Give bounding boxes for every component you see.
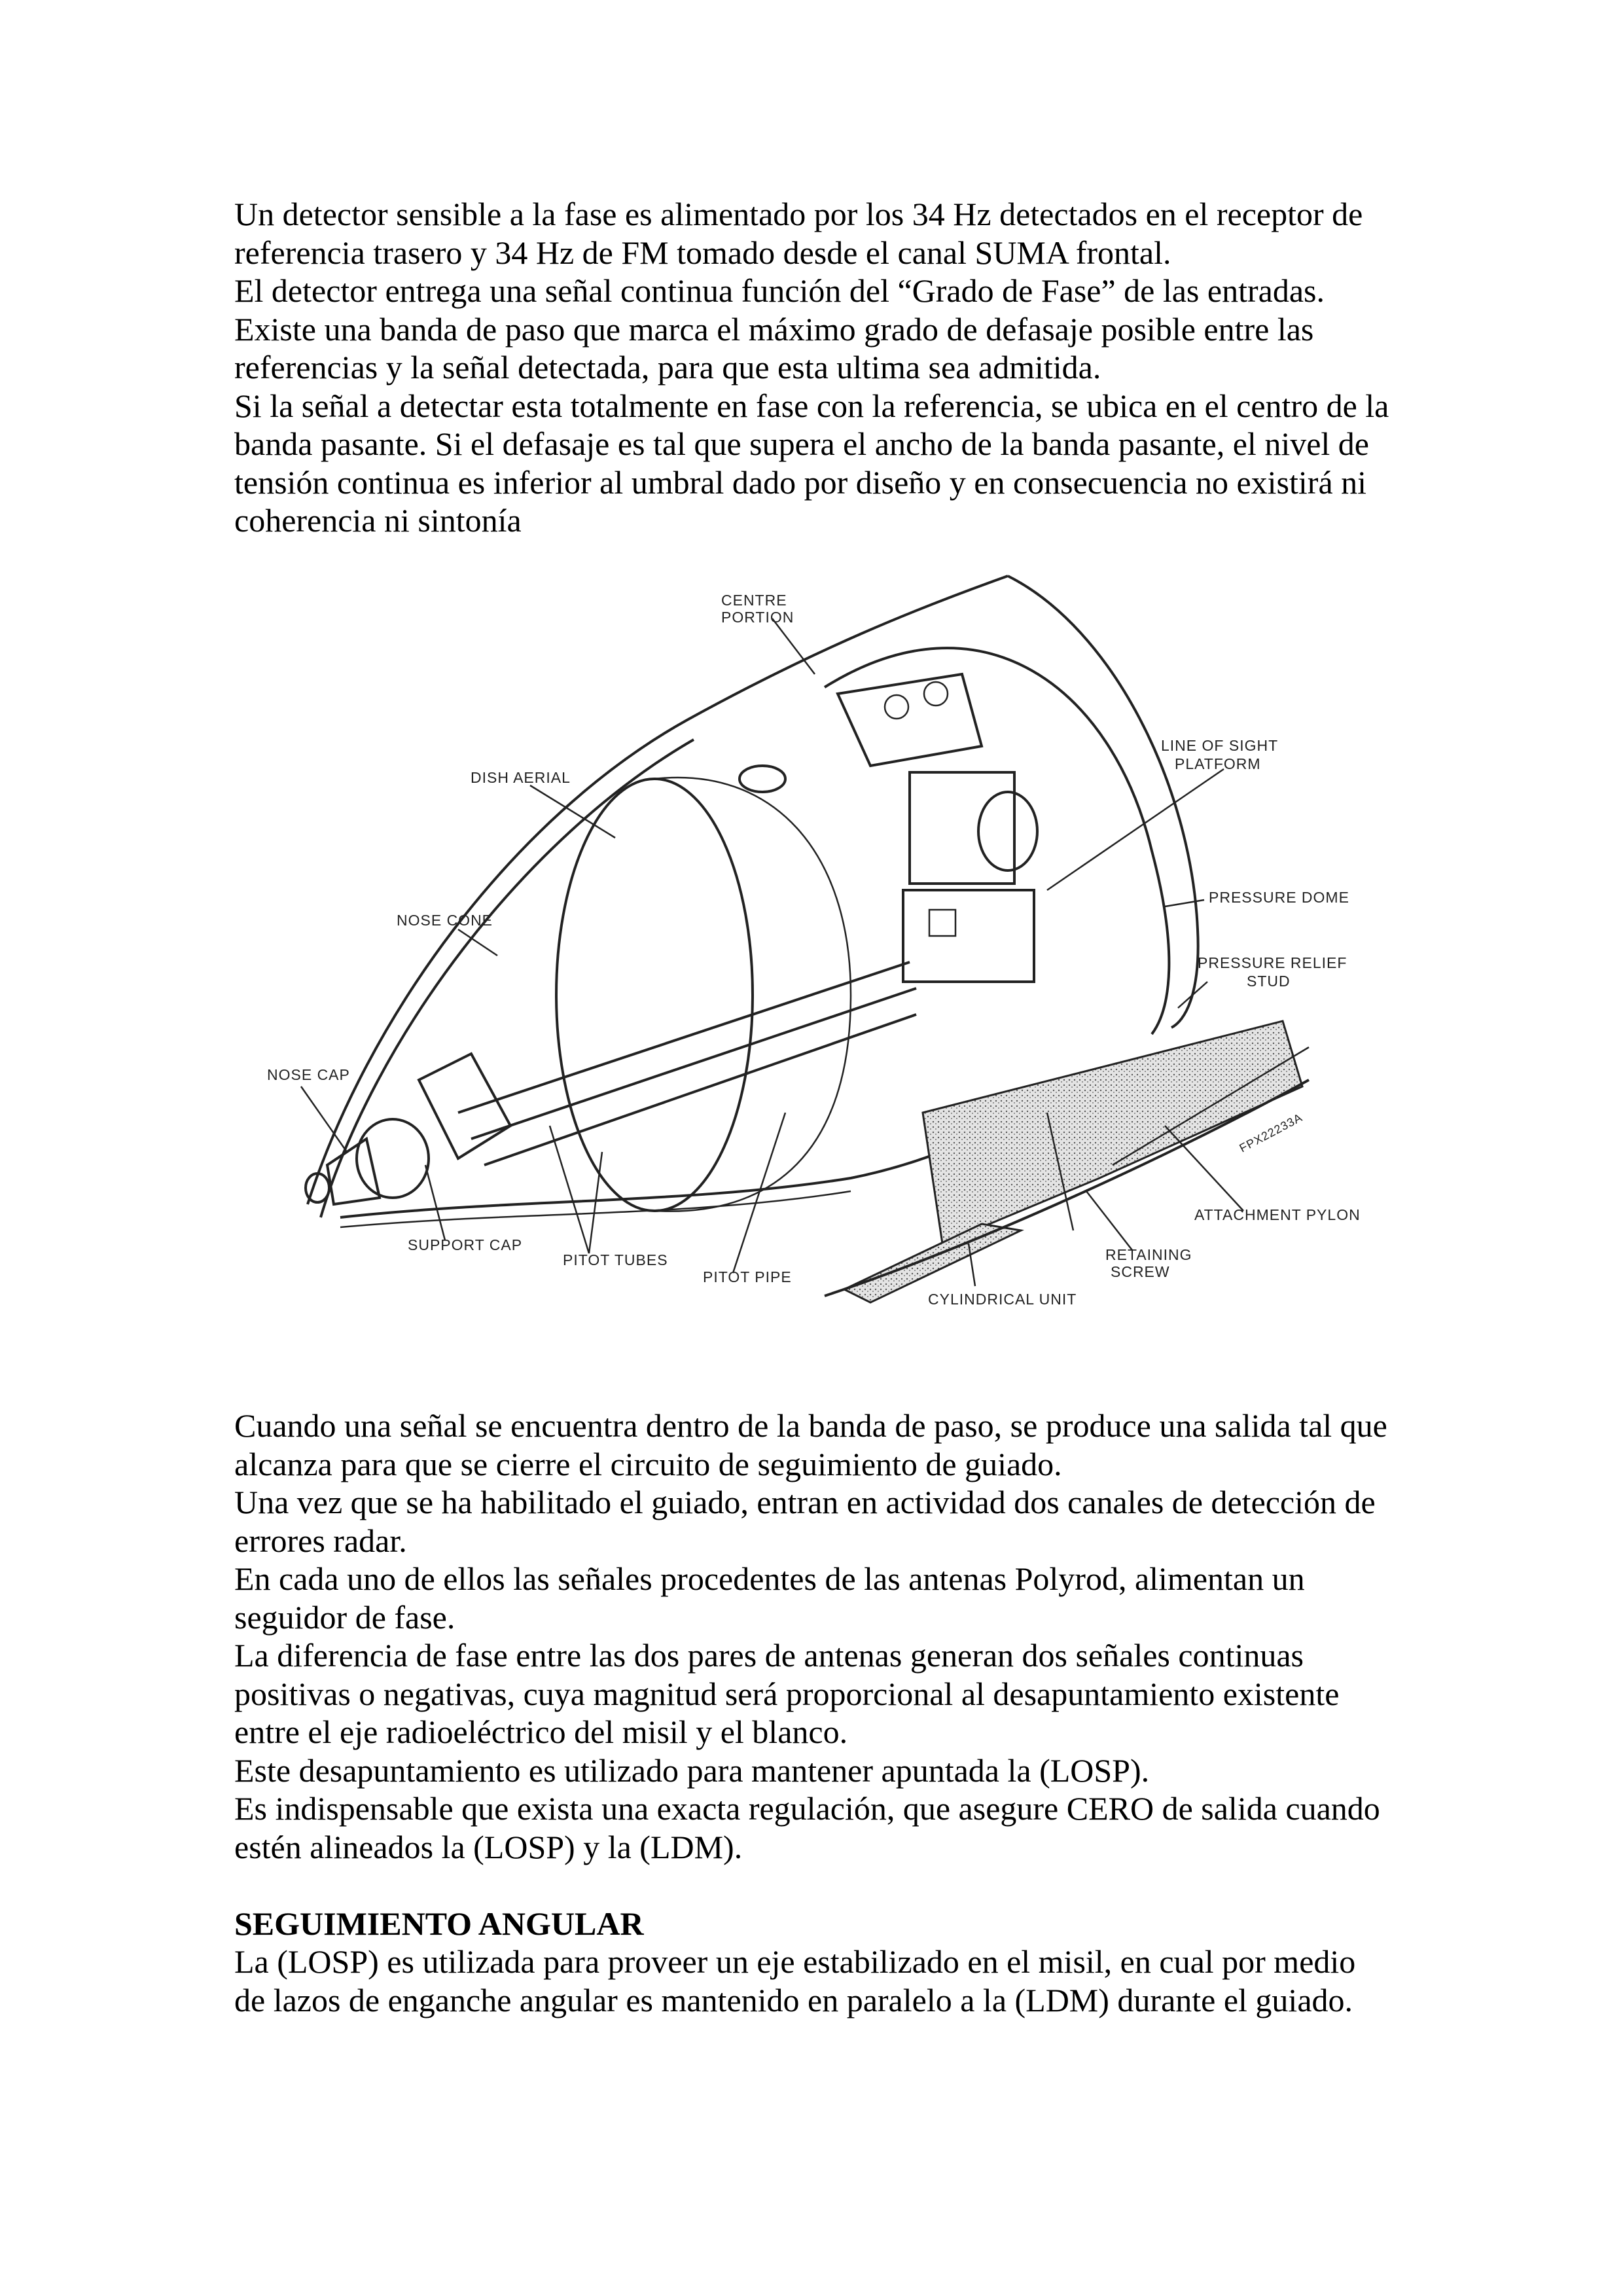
label-attachment-pylon: ATTACHMENT PYLON [1194, 1206, 1361, 1223]
text-line: La (LOSP) es utilizada para proveer un eje estabilizado en el misil, en cual por medio [234, 1943, 1356, 1980]
label-retaining-screw: SCREW [1111, 1263, 1170, 1280]
label-dish-aerial: DISH AERIAL [471, 769, 571, 786]
text-line: banda pasante. Si el defasaje es tal que supera el ancho de la banda pasante, el nivel de [234, 425, 1369, 462]
label-support-cap: SUPPORT CAP [408, 1236, 523, 1253]
leader-lines [301, 619, 1243, 1286]
text-line: Este desapuntamiento es utilizado para mantener apuntada la (LOSP). [234, 1751, 1150, 1789]
text-line: Cuando una señal se encuentra dentro de la banda de paso, se produce una salida tal que [234, 1407, 1387, 1444]
label-pressure-relief-stud: STUD [1247, 973, 1291, 990]
text-line: En cada uno de ellos las señales procedentes de las antenas Polyrod, alimentan un [234, 1560, 1305, 1597]
text-line: de lazos de enganche angular es mantenido en paralelo a la (LDM) durante el guiado. [234, 1981, 1353, 2018]
figure-reference: FPX22233A [1237, 1111, 1305, 1155]
label-cylindrical-unit: CYLINDRICAL UNIT [928, 1291, 1077, 1308]
label-pressure-relief-stud: PRESSURE RELIEF [1198, 954, 1347, 971]
text-line: seguidor de fase. [234, 1598, 455, 1636]
text-line: alcanza para que se cierre el circuito de seguimiento de guiado. [234, 1445, 1062, 1482]
label-retaining-screw: RETAINING [1105, 1246, 1192, 1263]
text-line: Existe una banda de paso que marca el máximo grado de defasaje posible entre las [234, 310, 1314, 348]
text-line: coherencia ni sintonía [234, 502, 522, 539]
label-nose-cap: NOSE CAP [267, 1066, 350, 1083]
label-pitot-tubes: PITOT TUBES [563, 1251, 668, 1268]
bottom-paragraphs [234, 1407, 1387, 2019]
label-nose-cone: NOSE CONE [397, 912, 493, 929]
text-line: referencia trasero y 34 Hz de FM tomado desde el canal SUMA frontal. [234, 234, 1171, 271]
diagram-drawing [306, 576, 1309, 1302]
text-line: Es indispensable que exista una exacta regulación, que asegure CERO de salida cuando [234, 1790, 1380, 1827]
text-line: tensión continua es inferior al umbral dado por diseño y en consecuencia no existirá ni [234, 463, 1367, 501]
text-line: entre el eje radioeléctrico del misil y el blanco. [234, 1713, 848, 1750]
text-line: El detector entrega una señal continua función del “Grado de Fase” de las entradas. [234, 272, 1325, 309]
section-heading: SEGUIMIENTO ANGULAR [234, 1905, 644, 1942]
label-centre-portion: PORTION [721, 609, 794, 626]
text-line: positivas o negativas, cuya magnitud será proporcional al desapuntamiento existente [234, 1675, 1340, 1712]
label-centre-portion: CENTRE [721, 592, 787, 609]
diagram-labels [267, 592, 1361, 1308]
text-line: Si la señal a detectar esta totalmente en fase con la referencia, se ubica en el centro de la [234, 387, 1389, 424]
spacer [234, 1866, 1387, 1905]
label-pressure-dome: PRESSURE DOME [1209, 889, 1349, 906]
text-line: errores radar. [234, 1522, 407, 1559]
label-pitot-pipe: PITOT PIPE [703, 1268, 792, 1285]
label-line-of-sight-platform: PLATFORM [1175, 755, 1261, 772]
text-line: estén alineados la (LOSP) y la (LDM). [234, 1828, 743, 1865]
text-line: Un detector sensible a la fase es alimentado por los 34 Hz detectados en el receptor de [234, 196, 1363, 232]
text-line: referencias y la señal detectada, para que esta ultima sea admitida. [234, 349, 1101, 386]
label-line-of-sight-platform: LINE OF SIGHT [1161, 737, 1279, 754]
text-line: La diferencia de fase entre las dos pares de antenas generan dos señales continuas [234, 1637, 1304, 1674]
text-line: Una vez que se ha habilitado el guiado, entran en actividad dos canales de detección de [234, 1484, 1376, 1520]
